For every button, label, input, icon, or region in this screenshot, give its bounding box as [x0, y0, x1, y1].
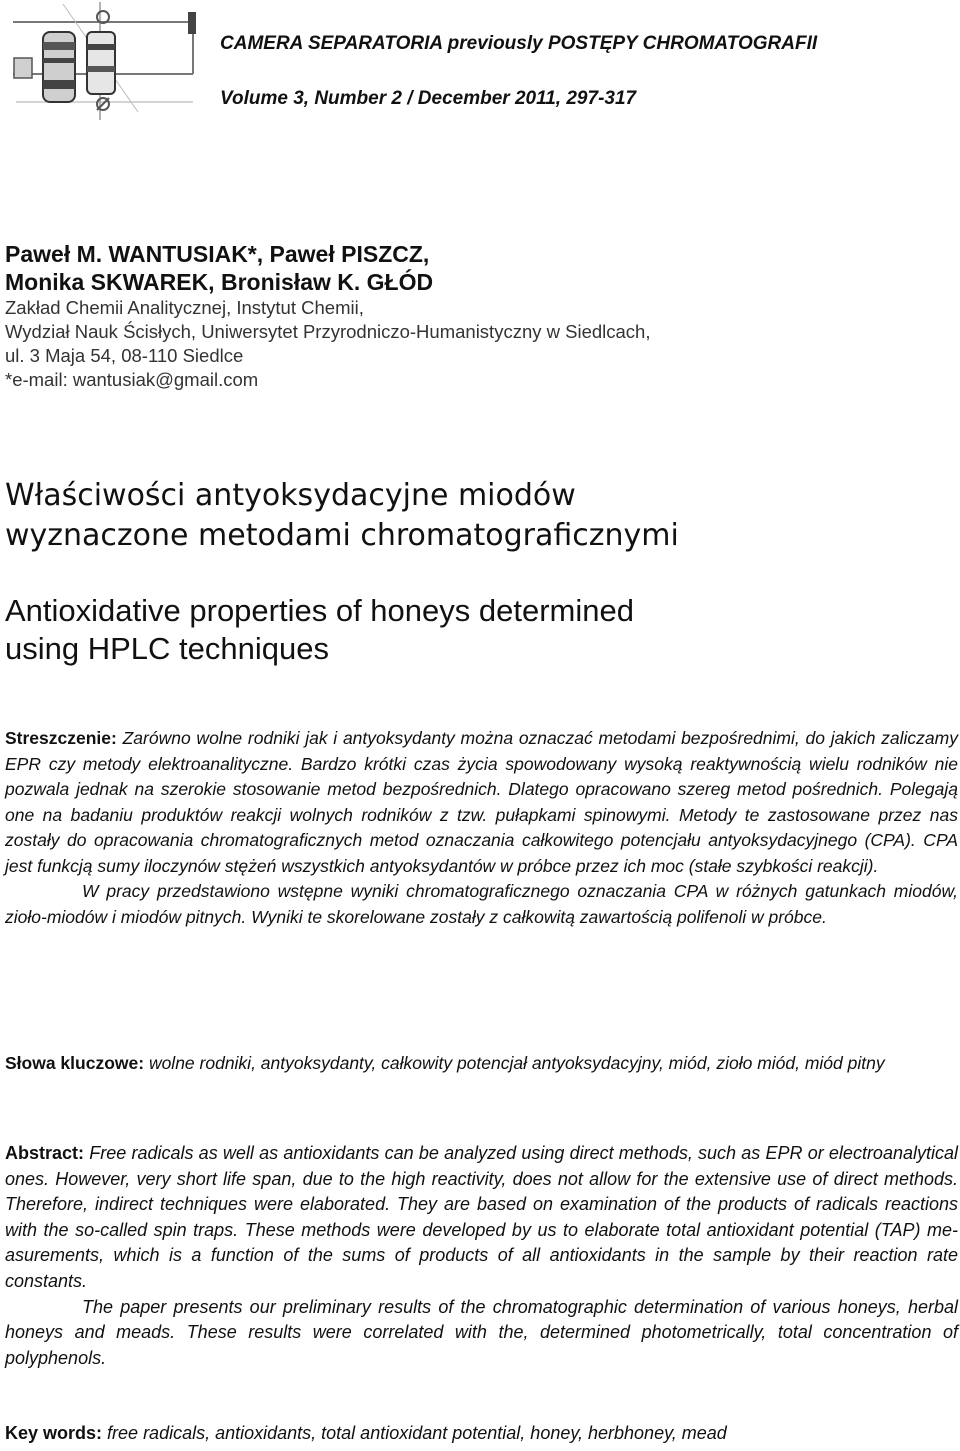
- journal-name: CAMERA SEPARATORIA previously POSTĘPY CHROMATOGRAFII: [220, 33, 818, 54]
- abstract-english-label: Abstract:: [5, 1143, 85, 1163]
- abstract-polish-label: Streszczenie:: [5, 728, 117, 748]
- keywords-english-label: Key words:: [5, 1423, 103, 1443]
- abstract-polish-paragraph-2: W pracy przedstawiono wstępne wyniki chromatograficznego oznaczania CPA w różnych gatunkach miodów, zioło-miodów i miodów pitnych. Wyniki te skorelowane zostały z całkowitą zawartością polifenoli w próbce.: [5, 881, 958, 927]
- author-names-line-2: Monika SKWAREK, Bronisław K. GŁÓD: [5, 269, 434, 295]
- keywords-polish: [5, 1051, 958, 1077]
- address: ul. 3 Maja 54, 08-110 Siedlce: [5, 345, 244, 366]
- abstract-polish-paragraph-1: Zarówno wolne rodniki jak i antyoksydanty można oznaczać metodami bezpośrednimi, do jakich zaliczamy EPR czy metody elektroanalityczne. Bardzo krótki czas życia spowodowany wysoką reaktywnością wielu rodników nie pozwala jednak na szerokie stosowanie metod bezpośrednich. Dlatego opracowano szereg metod pośrednich. Polegają one na badaniu produktów reakcji wolnych rodników z tzw. pułapkami spinowymi. Metody te zastosowane przez nas zostały do opracowania chromatograficznych metod oznaczania całkowitego potencjału antyoksydacyjnego (CPA). CPA jest funkcją sumy iloczynów stężeń wszystkich antyoksydantów w próbce przez ich moc (stałe szybkości reakcji).: [5, 728, 958, 876]
- affiliation-line-1: Zakład Chemii Analitycznej, Instytut Chemii,: [5, 297, 364, 318]
- abstract-english-paragraph-1: Free radicals as well as antioxidants can be analyzed using direct methods, such as EPR or electroanalytical ones. However, very short life span, due to the high reactivity, does not allow for the extensive use of direct methods. Therefore, indirect techniques were elaborated. They are based on examination of the products of radicals reactions with the so-called spin traps. These methods were developed by us to elaborate total antioxidant potential (TAP) measurements, which is a function of the sums of products of all antioxidants in the sample by their reaction rate constants.: [5, 1143, 958, 1291]
- keywords-english: [5, 1420, 958, 1446]
- keywords-polish-text: wolne rodniki, antyoksydanty, całkowity potencjał antyoksydacyjny, miód, zioło miód, miód pitny: [148, 1053, 885, 1073]
- affiliation-line-2: Wydział Nauk Ścisłych, Uniwersytet Przyrodniczo-Humanistyczny w Siedlcach,: [5, 321, 651, 342]
- abstract-english-paragraph-2: The paper presents our preliminary results of the chromatographic determination of various honeys, herbal honeys and meads. These results were correlated with the, determined photometrically, total concentration of polyphenols.: [5, 1296, 958, 1368]
- abstract-polish: [5, 726, 958, 930]
- title-polish-line-1: Właściwości antyoksydacyjne miodów: [5, 478, 576, 513]
- journal-volume: Volume 3, Number 2 / December 2011, 297-317: [220, 88, 637, 109]
- journal-logo: [8, 2, 198, 120]
- author-block: [5, 240, 650, 392]
- author-names-line-1: Paweł M. WANTUSIAK*, Paweł PISZCZ,: [5, 241, 430, 267]
- title-english: [5, 592, 634, 668]
- keywords-english-text: free radicals, antioxidants, total antioxidant potential, honey, herbhoney, mead: [107, 1423, 727, 1443]
- title-english-line-2: using HPLC techniques: [5, 631, 329, 666]
- abstract-english: [5, 1141, 958, 1371]
- journal-header: [220, 30, 817, 113]
- keywords-polish-label: Słowa kluczowe:: [5, 1053, 145, 1073]
- title-english-line-1: Antioxidative properties of honeys determined: [5, 593, 634, 628]
- email: *e-mail: wantusiak@gmail.com: [5, 369, 259, 390]
- title-polish-line-2: wyznaczone metodami chromatograficznymi: [5, 518, 679, 553]
- title-polish: [5, 476, 679, 556]
